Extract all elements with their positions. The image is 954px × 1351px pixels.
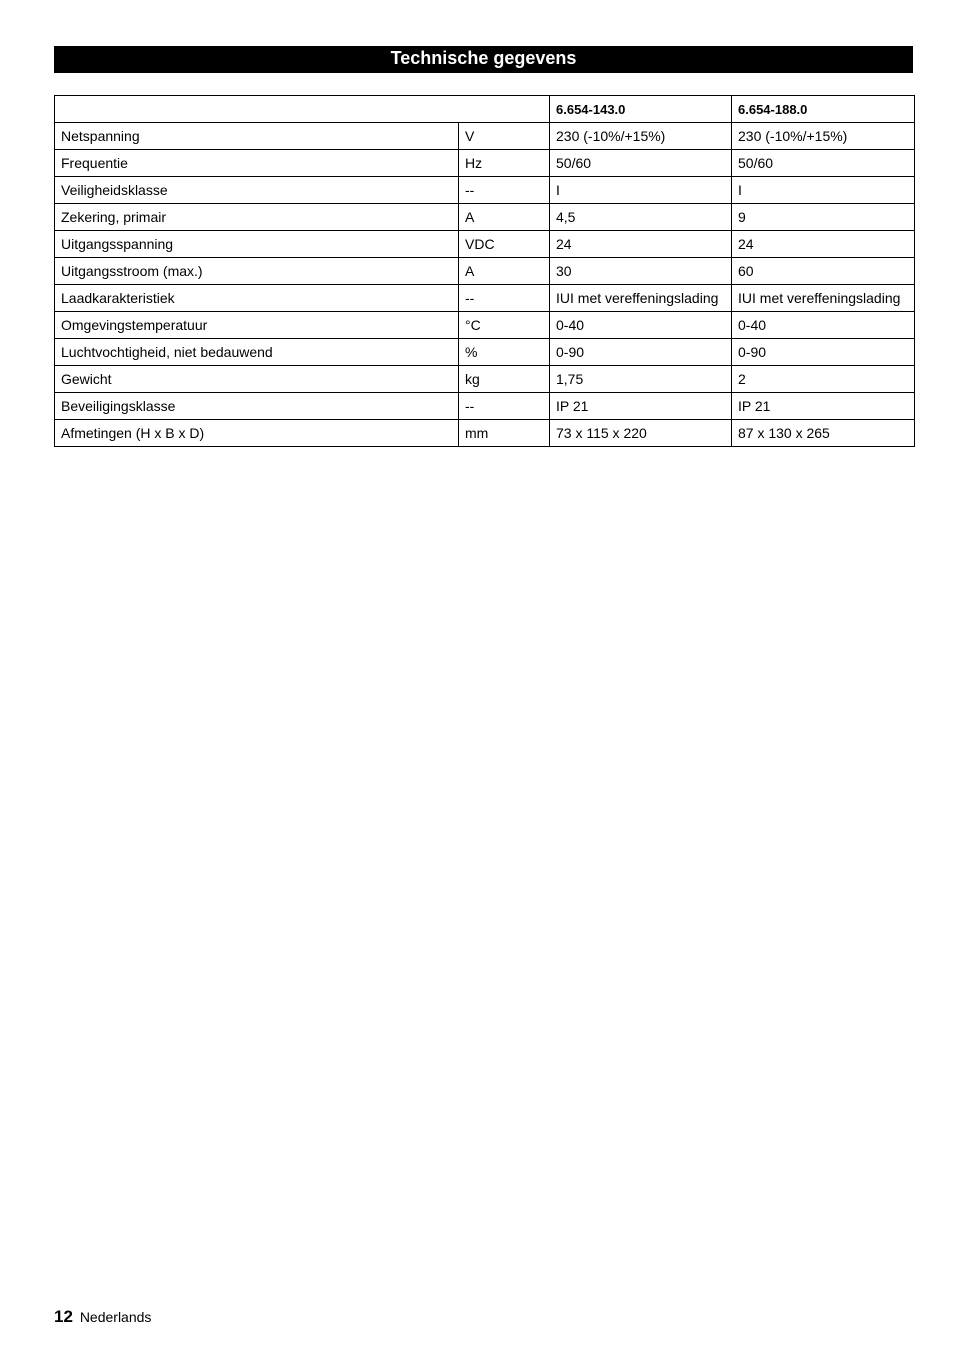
row-value-model-2: 2 [732, 366, 915, 393]
row-unit: A [459, 204, 550, 231]
table-row [55, 204, 915, 231]
row-value-model-1: I [550, 177, 732, 204]
row-unit: °C [459, 312, 550, 339]
row-value-model-1: 73 x 115 x 220 [550, 420, 732, 447]
page-footer [54, 1307, 151, 1327]
row-unit: A [459, 258, 550, 285]
row-label: Netspanning [55, 123, 459, 150]
row-unit: -- [459, 393, 550, 420]
table-body [55, 96, 915, 447]
row-value-model-2: 0-40 [732, 312, 915, 339]
row-unit: kg [459, 366, 550, 393]
table-row [55, 393, 915, 420]
row-unit: V [459, 123, 550, 150]
row-value-model-1: 24 [550, 231, 732, 258]
table-row [55, 177, 915, 204]
row-value-model-1: 230 (-10%/+15%) [550, 123, 732, 150]
row-label: Frequentie [55, 150, 459, 177]
table-row [55, 150, 915, 177]
row-unit: VDC [459, 231, 550, 258]
table-row [55, 258, 915, 285]
table-row [55, 366, 915, 393]
row-unit: % [459, 339, 550, 366]
row-value-model-2: IP 21 [732, 393, 915, 420]
footer-language: Nederlands [79, 1309, 152, 1325]
row-value-model-2: 9 [732, 204, 915, 231]
row-label: Omgevingstemperatuur [55, 312, 459, 339]
row-unit: -- [459, 177, 550, 204]
row-value-model-2: 24 [732, 231, 915, 258]
row-label: Laadkarakteristiek [55, 285, 459, 312]
row-label: Uitgangsstroom (max.) [55, 258, 459, 285]
row-value-model-2: 60 [732, 258, 915, 285]
table-row [55, 123, 915, 150]
row-value-model-1: 4,5 [550, 204, 732, 231]
row-value-model-1: 50/60 [550, 150, 732, 177]
table-row [55, 420, 915, 447]
row-unit: mm [459, 420, 550, 447]
table-row [55, 312, 915, 339]
table-row [55, 231, 915, 258]
table-row [55, 339, 915, 366]
row-value-model-2: 0-90 [732, 339, 915, 366]
header-cell-model-2: 6.654-188.0 [732, 96, 915, 123]
row-unit: -- [459, 285, 550, 312]
page-number: 12 [54, 1307, 73, 1326]
technical-data-table [54, 95, 915, 447]
row-value-model-1: 0-40 [550, 312, 732, 339]
row-value-model-1: IP 21 [550, 393, 732, 420]
row-value-model-1: 30 [550, 258, 732, 285]
row-value-model-1: 1,75 [550, 366, 732, 393]
row-value-model-1: IUI met vereffeningslading [550, 285, 732, 312]
row-value-model-2: 87 x 130 x 265 [732, 420, 915, 447]
row-label: Gewicht [55, 366, 459, 393]
row-label: Afmetingen (H x B x D) [55, 420, 459, 447]
header-cell-empty [55, 96, 550, 123]
row-value-model-2: 230 (-10%/+15%) [732, 123, 915, 150]
row-unit: Hz [459, 150, 550, 177]
row-value-model-2: IUI met vereffeningslading [732, 285, 915, 312]
row-label: Veiligheidsklasse [55, 177, 459, 204]
row-value-model-1: 0-90 [550, 339, 732, 366]
row-label: Luchtvochtigheid, niet bedauwend [55, 339, 459, 366]
page-title: Technische gegevens [54, 46, 913, 73]
table-row [55, 285, 915, 312]
row-value-model-2: 50/60 [732, 150, 915, 177]
row-value-model-2: I [732, 177, 915, 204]
row-label: Zekering, primair [55, 204, 459, 231]
row-label: Beveiligingsklasse [55, 393, 459, 420]
table-header-row [55, 96, 915, 123]
row-label: Uitgangsspanning [55, 231, 459, 258]
header-cell-model-1: 6.654-143.0 [550, 96, 732, 123]
